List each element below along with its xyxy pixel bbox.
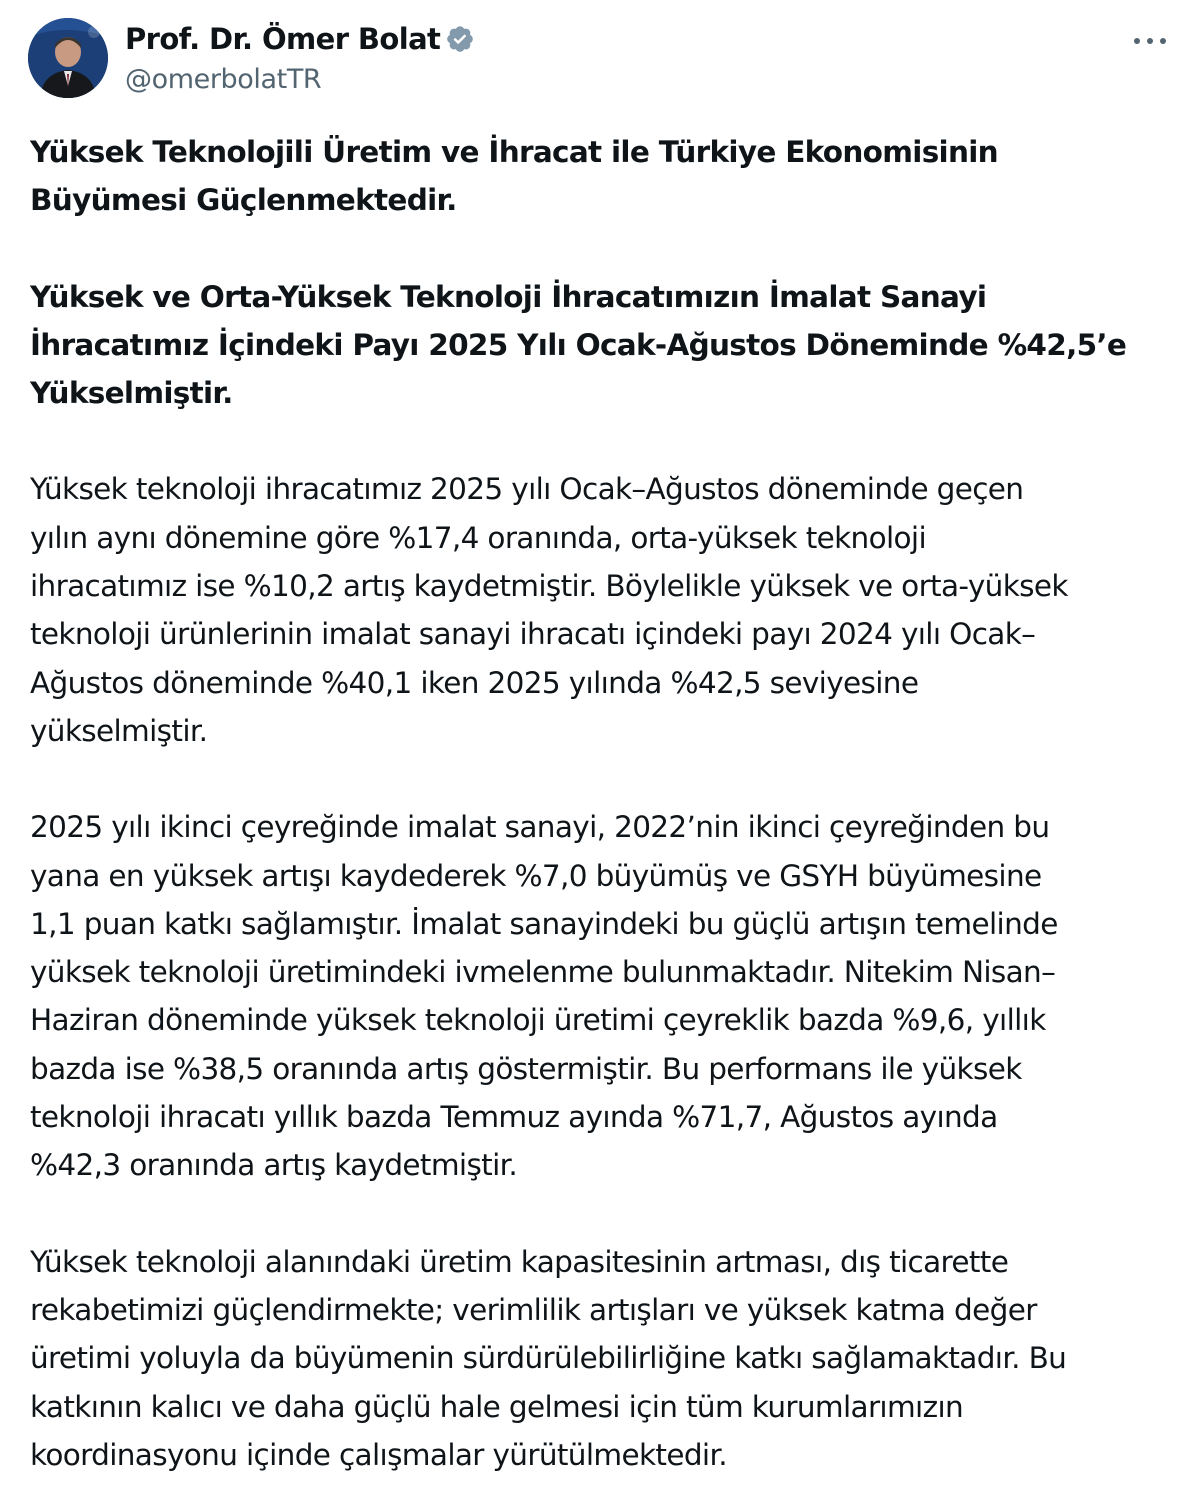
text-line: Yüksek teknoloji alanındaki üretim kapasitesinin artması, dış ticarette [30,1244,1009,1279]
text-line: Haziran döneminde yüksek teknoloji üretimi çeyreklik bazda %9,6, yıllık [30,1003,1046,1038]
text-line: koordinasyonu içinde çalışmalar yürütülmektedir. [30,1437,727,1472]
text-line: Ağustos döneminde %40,1 iken 2025 yılında %42,5 seviyesine [30,665,919,700]
handle[interactable]: @omerbolatTR [125,64,322,95]
post-heading-1 [30,128,1170,225]
post-text [30,128,1170,1479]
text-line: 2025 yılı ikinci çeyreğinde imalat sanayi, 2022’nin ikinci çeyreğinden bu [30,810,1050,845]
avatar[interactable] [28,18,108,98]
post-paragraph-3 [30,1238,1170,1479]
display-name[interactable]: Prof. Dr. Ömer Bolat [125,22,441,56]
more-options-icon [1132,36,1168,46]
text-line: ihracatımız ise %10,2 artış kaydetmiştir. Böylelikle yüksek ve orta-yüksek [30,569,1068,604]
text-line: katkının kalıcı ve daha güçlü hale gelmesi için tüm kurumlarımızın [30,1389,964,1424]
post-paragraph-1 [30,465,1170,755]
text-line: bazda ise %38,5 oranında artış göstermiştir. Bu performans ile yüksek [30,1051,1022,1086]
text-line: İhracatımız İçindeki Payı 2025 Yılı Ocak-Ağustos Döneminde %42,5’e [30,327,1127,362]
post-paragraph-2 [30,803,1170,1189]
paragraph-gap [30,417,1170,465]
text-line: Yüksek teknoloji ihracatımız 2025 yılı Ocak–Ağustos döneminde geçen [30,472,1024,507]
post-header [28,18,1172,104]
text-line: teknoloji ihracatı yıllık bazda Temmuz ayında %71,7, Ağustos ayında [30,1100,998,1135]
text-line: %42,3 oranında artış kaydetmiştir. [30,1148,518,1183]
text-line: rekabetimizi güçlendirmekte; verimlilik artışları ve yüksek katma değer [30,1292,1037,1327]
more-options-button[interactable] [1128,26,1172,56]
text-line: yüksek teknoloji üretimindeki ivmelenme bulunmaktadır. Nitekim Nisan– [30,955,1056,990]
text-line: yılın aynı dönemine göre %17,4 oranında, orta-yüksek teknoloji [30,520,927,555]
post-heading-2 [30,273,1170,418]
name-row [125,20,475,58]
text-line: yükselmiştir. [30,713,208,748]
text-line: teknoloji ürünlerinin imalat sanayi ihracatı içindeki payı 2024 yılı Ocak– [30,617,1036,652]
text-line: Büyümesi Güçlenmektedir. [30,183,457,218]
paragraph-gap [30,755,1170,803]
paragraph-gap [30,1190,1170,1238]
text-line: 1,1 puan katkı sağlamıştır. İmalat sanayindeki bu güçlü artışın temelinde [30,906,1058,941]
text-line: Yüksek Teknolojili Üretim ve İhracat ile Türkiye Ekonomisinin [30,135,998,169]
paragraph-gap [30,225,1170,273]
text-line: üretimi yoluyla da büyümenin sürdürülebilirliğine katkı sağlamaktadır. Bu [30,1341,1067,1376]
text-line: Yükselmiştir. [30,376,233,411]
profile-photo-icon [28,18,108,98]
verified-badge-icon [445,24,475,54]
text-line: Yüksek ve Orta-Yüksek Teknoloji İhracatımızın İmalat Sanayi [30,279,987,314]
text-line: yana en yüksek artışı kaydederek %7,0 büyümüş ve GSYH büyümesine [30,858,1042,893]
